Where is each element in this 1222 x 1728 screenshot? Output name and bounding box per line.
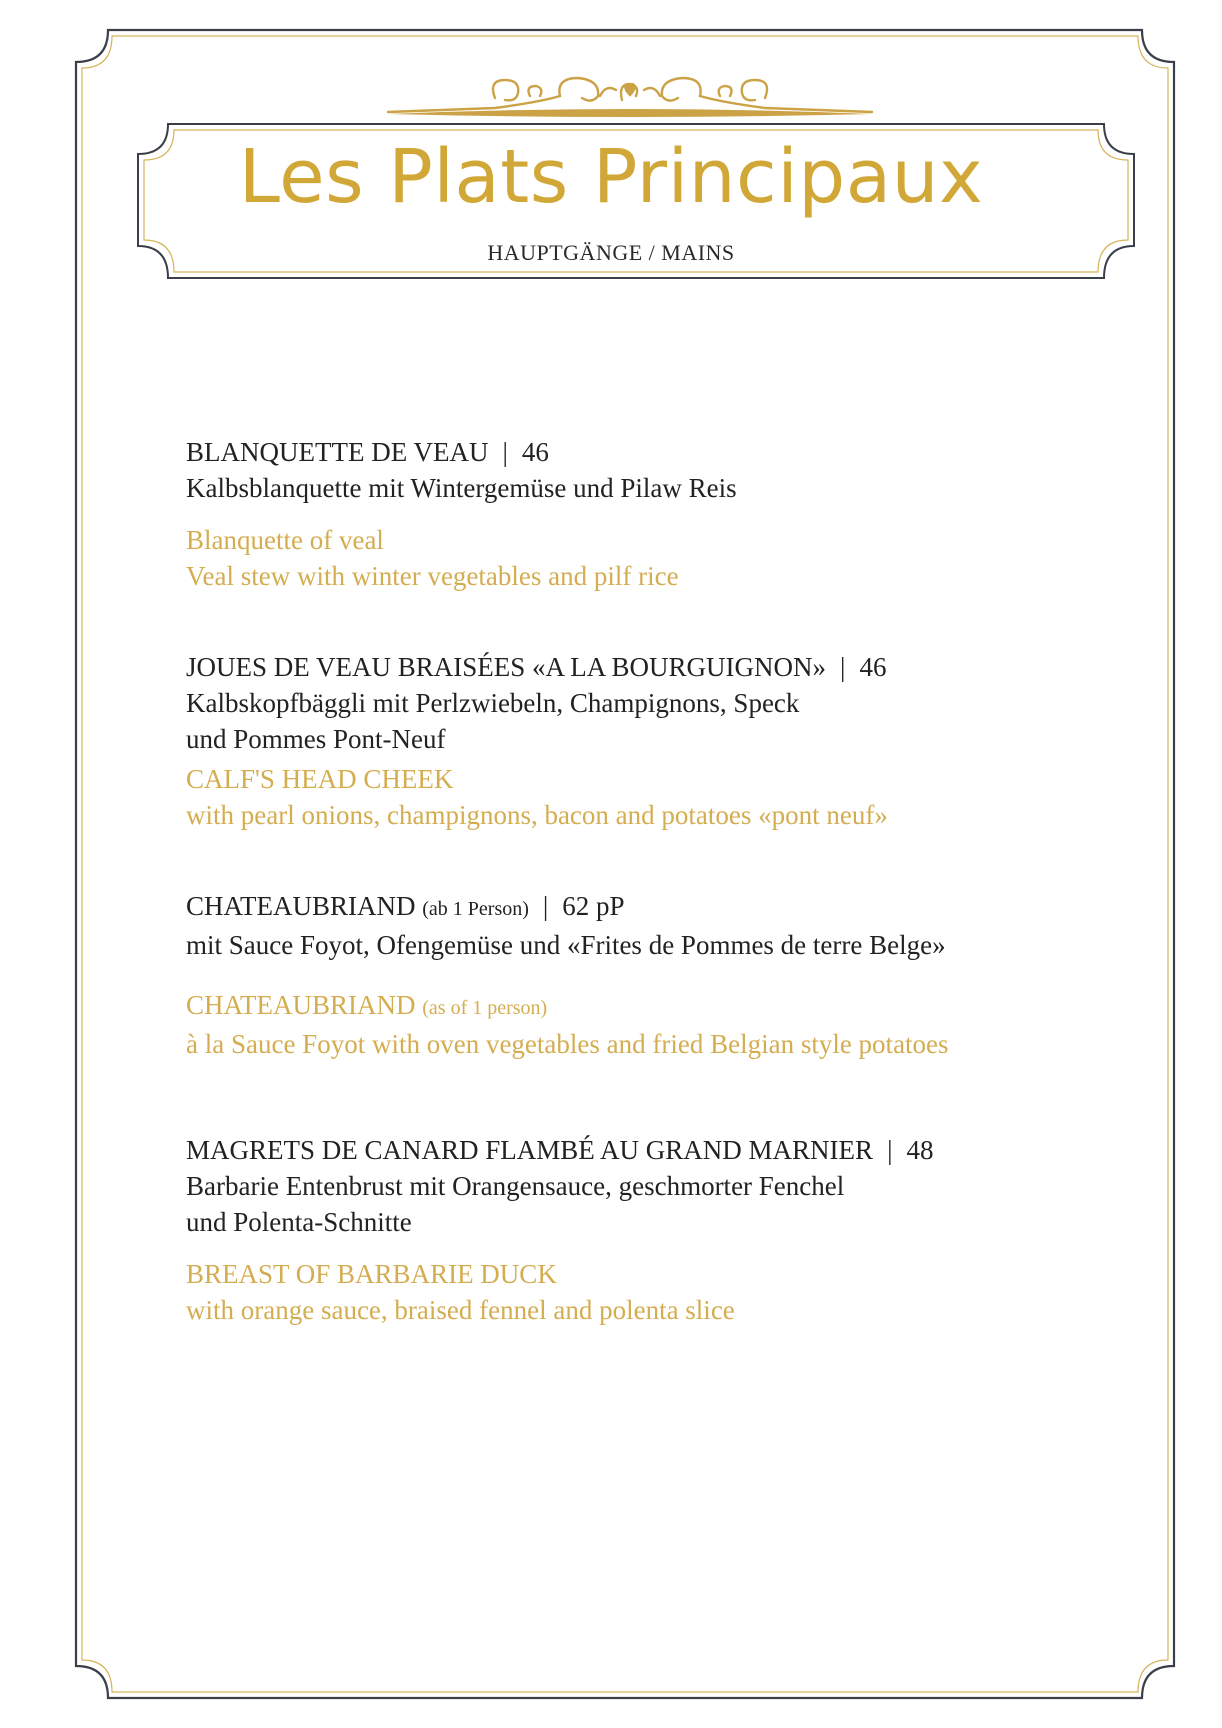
dish-title-en: CALF'S HEAD CHEEK <box>186 764 454 794</box>
dish-title-en <box>186 987 1086 1026</box>
dish-description-en: with orange sauce, braised fennel and polenta slice <box>186 1295 735 1325</box>
dish-price: 46 <box>521 437 549 467</box>
dish-title-en: BREAST OF BARBARIE DUCK <box>186 1259 557 1289</box>
page-subtitle: HAUPTGÄNGE / MAINS <box>487 240 735 265</box>
dish-description-de: Kalbsblanquette mit Wintergemüse und Pilaw Reis <box>186 473 737 503</box>
menu-item <box>186 649 1086 833</box>
dish-description-de: und Polenta-Schnitte <box>186 1207 412 1237</box>
separator: | <box>840 652 846 682</box>
dish-description-de: Barbarie Entenbrust mit Orangensauce, geschmorter Fenchel <box>186 1171 845 1201</box>
menu-item <box>186 888 1086 1062</box>
dish-name: JOUES DE VEAU BRAISÉES «A LA BOURGUIGNON» <box>186 652 827 682</box>
dish-description-en: with pearl onions, champignons, bacon and potatoes «pont neuf» <box>186 800 888 830</box>
page-title: Les Plats Principaux <box>238 134 984 220</box>
dish-title-en-text: CHATEAUBRIAND <box>186 990 416 1020</box>
menu-item <box>186 434 1086 594</box>
dish-name: CHATEAUBRIAND <box>186 891 416 921</box>
dish-price: 48 <box>906 1135 934 1165</box>
heart-ornament <box>625 84 636 97</box>
dish-heading <box>186 888 1086 927</box>
dish-heading <box>186 434 1086 470</box>
dish-title-en: Blanquette of veal <box>186 525 384 555</box>
menu-item <box>186 1132 1086 1328</box>
separator: | <box>542 891 549 921</box>
dish-price: 62 pP <box>562 891 625 921</box>
dish-price: 46 <box>859 652 887 682</box>
dish-description-en: Veal stew with winter vegetables and pilf rice <box>186 561 679 591</box>
dish-description-de: mit Sauce Foyot, Ofengemüse und «Frites de Pommes de terre Belge» <box>186 930 946 960</box>
dish-description-en: à la Sauce Foyot with oven vegetables and fried Belgian style potatoes <box>186 1029 949 1059</box>
dish-heading <box>186 649 1086 685</box>
dish-description-de: Kalbskopfbäggli mit Perlzwiebeln, Champignons, Speck <box>186 688 800 718</box>
menu-list <box>186 434 1086 1328</box>
dish-description-de: und Pommes Pont-Neuf <box>186 724 446 754</box>
separator: | <box>887 1135 893 1165</box>
dish-name: BLANQUETTE DE VEAU <box>186 437 489 467</box>
dish-heading <box>186 1132 1086 1168</box>
separator: | <box>502 437 508 467</box>
dish-title-en-note: (as of 1 person) <box>422 997 548 1019</box>
dish-name-note: (ab 1 Person) <box>422 898 529 920</box>
dish-name: MAGRETS DE CANARD FLAMBÉ AU GRAND MARNIER <box>186 1135 874 1165</box>
